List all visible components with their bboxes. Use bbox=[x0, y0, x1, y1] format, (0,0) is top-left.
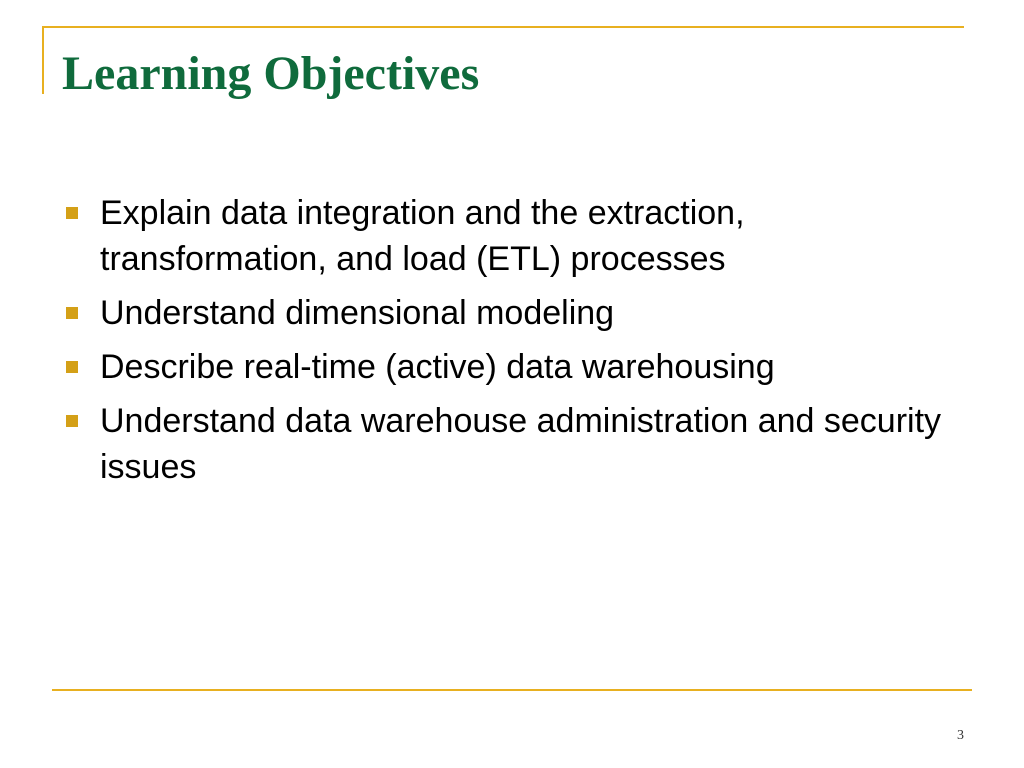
list-item bbox=[62, 344, 962, 390]
list-item bbox=[62, 290, 962, 336]
square-bullet-icon bbox=[66, 207, 78, 219]
slide-title: Learning Objectives bbox=[62, 47, 480, 100]
list-item-text: Understand dimensional modeling bbox=[100, 294, 615, 332]
list-item bbox=[62, 398, 962, 490]
footer-rule bbox=[52, 689, 972, 691]
title-frame-left-rule bbox=[42, 26, 44, 94]
square-bullet-icon bbox=[66, 361, 78, 373]
square-bullet-icon bbox=[66, 415, 78, 427]
list-item-text: Understand data warehouse administration and security issues bbox=[100, 402, 942, 486]
list-item-text: Explain data integration and the extraction, transformation, and load (ETL) processes bbox=[100, 194, 745, 278]
objectives-list bbox=[62, 190, 962, 498]
title-frame-top-rule bbox=[42, 26, 964, 28]
list-item bbox=[62, 190, 962, 282]
page-number: 3 bbox=[957, 728, 964, 743]
list-item-text: Describe real-time (active) data warehousing bbox=[100, 348, 775, 386]
square-bullet-icon bbox=[66, 307, 78, 319]
